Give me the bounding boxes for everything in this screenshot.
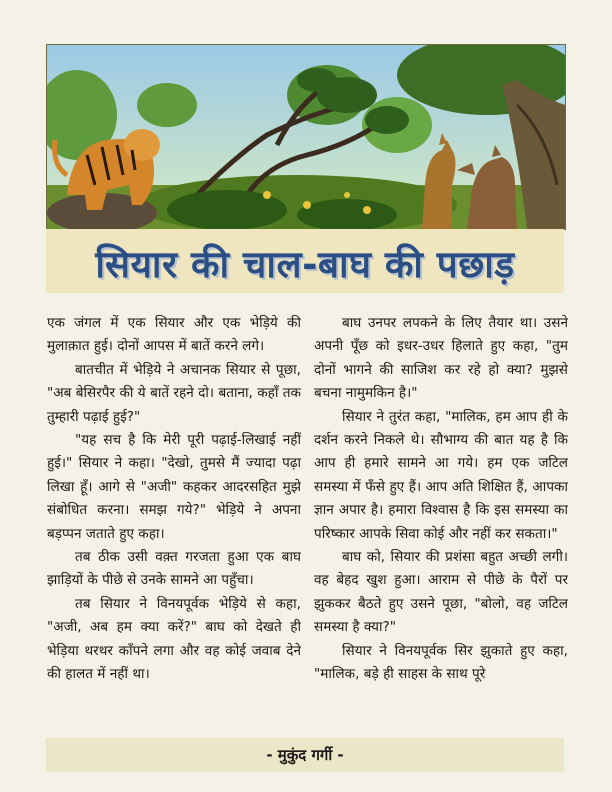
- title-band: [46, 229, 564, 293]
- paragraph: बाघ को, सियार की प्रशंसा बहुत अच्छी लगी। वह बेहद खुश हुआ। आराम से पीछे के पैरों पर झुककर बैठते हुए उसने पूछा, "बोलो, वह जटिल समस्या है क्या?": [314, 549, 568, 636]
- paragraph: "यह सच है कि मेरी पूरी पढ़ाई-लिखाई नहीं हुई।" सियार ने कहा। "देखो, तुमसे मैं ज्यादा पढ़ा लिखा हूँ। आगे से "अजी" कहकर आदरसहित मुझे संबोधित करना। समझ गये?" भेड़िये ने अपना बड़प्पन जताते हुए कहा।: [47, 432, 301, 542]
- paragraph: बाघ उनपर लपकने के लिए तैयार था। उसने अपनी पूँछ को इधर-उधर हिलाते हुए कहा, "तुम दोनों भागने की साजिश कर रहे हो क्या? मुझसे बचना नामुमकिन है।": [314, 315, 568, 402]
- author-byline: - मुकुंद गर्गी -: [266, 746, 344, 764]
- story-title: सियार की चाल-बाघ की पछाड़: [95, 243, 515, 286]
- paragraph: तब ठीक उसी वक़्त गरजता हुआ एक बाघ झाड़ियों के पीछे से उनके सामने आ पहुँचा।: [47, 549, 301, 589]
- paragraph: एक जंगल में एक सियार और एक भेड़िये की मुलाक़ात हुई। दोनों आपस में बातें करने लगे।: [47, 315, 301, 355]
- left-column: [47, 312, 301, 732]
- story-illustration: [46, 44, 566, 230]
- byline-band: [46, 738, 564, 772]
- paragraph: बातचीत में भेड़िये ने अचानक सियार से पूछा, "अब बेसिरपैर की ये बातें रहने दो। बताना, कहाँ तक तुम्हारी पढ़ाई हुई?": [47, 361, 301, 425]
- right-column: [314, 312, 568, 732]
- paragraph: सियार ने तुरंत कहा, "मालिक, हम आप ही के दर्शन करने निकले थे। सौभाग्य की बात यह है कि आप ही हमारे सामने आ गये। हम एक जटिल समस्या में फँसे हुए हैं। आप अति शिक्षित हैं, आपका ज्ञान अपार है। हमारा विश्वास है कि इस समस्या का परिष्कार आपके सिवा कोई और नहीं कर सकता।": [314, 408, 568, 542]
- paragraph: सियार ने विनयपूर्वक सिर झुकाते हुए कहा, "मालिक, बड़े ही साहस के साथ पूरे: [314, 642, 568, 683]
- paragraph: तब सियार ने विनयपूर्वक भेड़िये से कहा, "अजी, अब हम क्या करें?" बाघ को देखते ही भेड़िया थरथर काँपने लगा और वह कोई जवाब देने की हालत में नहीं था।: [47, 595, 301, 683]
